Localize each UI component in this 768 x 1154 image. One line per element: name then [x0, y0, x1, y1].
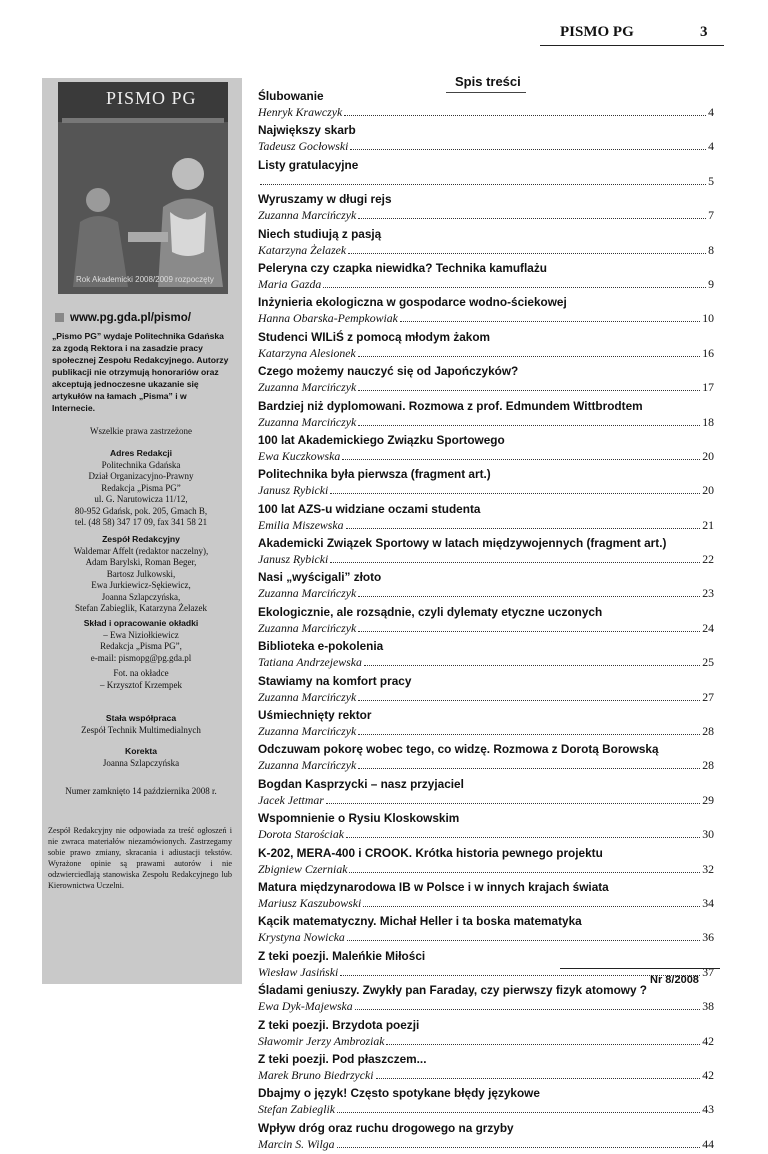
toc-entry-page: 28 [702, 724, 714, 739]
dot-leader [358, 425, 700, 426]
toc-entry-author: Marcin S. Wilga [258, 1136, 335, 1151]
toc-entry-author: Zbigniew Czerniak [258, 861, 348, 876]
toc-entry-line [258, 276, 714, 292]
team-line: Waldemar Affelt (redaktor naczelny), [73, 545, 209, 556]
toc-entry-title: Wspomnienie o Rysiu Kloskowskim [258, 811, 460, 826]
address-line: tel. (48 58) 347 17 09, fax 341 58 21 [74, 517, 208, 527]
dot-leader [386, 1044, 700, 1045]
dot-leader [337, 1147, 701, 1148]
team-line: Bartosz Julkowski, [106, 568, 176, 579]
square-bullet-icon [55, 313, 64, 322]
toc-entry-page: 5 [708, 173, 714, 188]
photo-line: – Krzysztof Krzempek [100, 679, 182, 690]
toc-entry-page: 37 [702, 964, 714, 979]
dot-leader [346, 528, 701, 529]
dot-leader [350, 149, 706, 150]
dot-leader [355, 1009, 701, 1010]
toc-entry-title: Matura międzynarodowa IB w Polsce i w innych krajach świata [258, 879, 609, 894]
dot-leader [358, 596, 700, 597]
toc-entry[interactable] [258, 1120, 714, 1154]
toc-entry-author: Tadeusz Gocłowski [258, 139, 349, 154]
toc-entry-title: Politechnika była pierwsza (fragment art.) [258, 467, 491, 482]
toc-entry-line [258, 207, 714, 223]
toc-entry[interactable] [258, 638, 714, 672]
disclaimer: Zespół Redakcyjny nie odpowiada za treść ogłoszeń i nie zwraca materiałów niezamówionych. Zastrzegamy sobie prawo zmiany, skracania i adiustacji tekstów. Wyrażone opinie są prawami autorów i nie odzwierciedlają stanowiska Zespołu Redakcyjnego lub Kierownictwa Uczelni. [48, 826, 232, 890]
toc-entry-line [258, 757, 714, 773]
toc-entry-author: Maria Gazda [258, 276, 322, 291]
address-heading: Adres Redakcji [109, 448, 173, 458]
toc-entry-author: Zuzanna Marcińczyk [258, 689, 357, 704]
toc-entry-author: Dorota Starościak [258, 827, 344, 842]
toc-entry-author: Zuzanna Marcińczyk [258, 620, 357, 635]
toc-entry-line [258, 998, 714, 1014]
address-line: 80-952 Gdańsk, pok. 205, Gmach B, [74, 505, 208, 516]
toc-entry-page: 36 [702, 930, 714, 945]
toc-entry-page: 18 [702, 414, 714, 429]
toc-entry-page: 20 [702, 448, 714, 463]
layout-heading: Skład i opracowanie okładki [83, 618, 199, 628]
toc-entry-title: Czego możemy nauczyć się od Japończyków? [258, 364, 519, 379]
toc-entry-line [258, 964, 714, 980]
layout-line: – Ewa Niziołkiewicz [103, 629, 179, 640]
toc-entry-author: Ewa Kuczkowska [258, 448, 341, 463]
toc-entry-page: 42 [702, 1067, 714, 1082]
toc-entry[interactable] [258, 535, 714, 569]
toc-entry-title: 100 lat AZS-u widziane oczami studenta [258, 501, 481, 516]
toc-entry-title: Dbajmy o język! Często spotykane błędy językowe [258, 1086, 540, 1101]
toc-title: Spis treści [455, 74, 521, 89]
toc-entry[interactable] [258, 741, 714, 775]
toc-entry[interactable] [258, 948, 714, 982]
team-heading: Zespół Redakcyjny [102, 534, 180, 544]
toc-entry-title: Akademicki Związek Sportowy w latach międzywojennych (fragment art.) [258, 536, 667, 551]
cover-photo-illustration [58, 82, 228, 294]
dot-leader [358, 631, 700, 632]
toc-entry[interactable] [258, 260, 714, 294]
address-line: Redakcja „Pisma PG” [101, 482, 181, 493]
toc-entry-page: 44 [702, 1136, 714, 1151]
toc-entry-title: Bardziej niż dyplomowani. Rozmowa z prof. Edmundem Wittbrodtem [258, 398, 643, 413]
toc-entry-author: Zuzanna Marcińczyk [258, 208, 357, 223]
toc-entry-author: Jacek Jettmar [258, 792, 324, 807]
toc-entry-author: Zuzanna Marcińczyk [258, 380, 357, 395]
toc-entry-page: 9 [708, 276, 714, 291]
toc-entry-author: Katarzyna Żelazek [258, 242, 347, 257]
toc-entry-title: K-202, MERA-400 i CROOK. Krótka historia pewnego projektu [258, 845, 603, 860]
toc-entry[interactable] [258, 879, 714, 913]
toc-entry-title: Z teki poezji. Maleńkie Miłości [258, 948, 426, 963]
toc-entry-page: 22 [702, 552, 714, 567]
dot-leader [376, 1078, 701, 1079]
cover-caption: Rok Akademicki 2008/2009 rozpoczęty [76, 275, 214, 284]
layout-credit-block [46, 618, 236, 664]
dot-leader [348, 253, 706, 254]
toc-entry-line [258, 173, 714, 189]
dot-leader [337, 1112, 700, 1113]
toc-entry-author: Stefan Zabieglik [258, 1102, 335, 1117]
magazine-name: PISMO PG [560, 24, 634, 40]
toc-entry-page: 4 [708, 139, 714, 154]
cooperation-heading: Stała współpraca [105, 713, 177, 723]
editorial-team-block [46, 534, 236, 615]
toc-entry-line [258, 345, 714, 361]
dot-leader [358, 734, 700, 735]
dot-leader [323, 287, 706, 288]
toc-entry-title: Stawiamy na komfort pracy [258, 673, 412, 688]
toc-entry-line [258, 482, 714, 498]
toc-entry-line [258, 585, 714, 601]
toc-entry-page: 38 [702, 999, 714, 1014]
toc-entry-author: Wiesław Jasiński [258, 964, 339, 979]
cooperation-block [46, 713, 236, 736]
toc-entry-title: Uśmiechnięty rektor [258, 708, 372, 723]
team-line: Joanna Szlapczyńska, [101, 591, 181, 602]
toc-entry-line [258, 1101, 714, 1117]
toc-entry-line [258, 654, 714, 670]
page-number: 3 [700, 24, 708, 40]
toc-entry-author: Emilia Miszewska [258, 517, 344, 532]
dot-leader [358, 768, 700, 769]
dot-leader [326, 803, 700, 804]
toc-entry-author: Zuzanna Marcińczyk [258, 414, 357, 429]
team-line: Adam Barylski, Roman Beger, [85, 557, 197, 567]
dot-leader [342, 459, 700, 460]
toc-entry-title: Peleryna czy czapka niewidka? Technika kamuflażu [258, 260, 547, 275]
toc-entry[interactable] [258, 226, 714, 260]
photo-credit-block [46, 668, 236, 691]
toc-entry-title: Studenci WILiŚ z pomocą młodym żakom [258, 329, 491, 344]
toc-entry-line [258, 1136, 714, 1152]
toc-entry-line [258, 138, 714, 154]
toc-entry-author: Hanna Obarska-Pempkowiak [258, 311, 398, 326]
toc-entry[interactable] [258, 88, 714, 122]
toc-entry-line [258, 620, 714, 636]
toc-entry-line [258, 1033, 714, 1049]
closing-date: Numer zamknięto 14 października 2008 r. [65, 786, 217, 796]
toc-entry-line [258, 929, 714, 945]
dot-leader [358, 356, 700, 357]
toc-entry-author: Zuzanna Marcińczyk [258, 586, 357, 601]
toc-entry-page: 24 [702, 620, 714, 635]
toc-entry-author: Zuzanna Marcińczyk [258, 758, 357, 773]
layout-line: e-mail: pismopg@pg.gda.pl [90, 652, 192, 663]
footer-rule [560, 968, 720, 969]
dot-leader [347, 940, 700, 941]
address-line: Politechnika Gdańska [101, 459, 181, 470]
toc-entry-page: 30 [702, 827, 714, 842]
toc-entry-author: Janusz Rybicki [258, 483, 329, 498]
toc-entry-line [258, 826, 714, 842]
toc-entry-page: 34 [702, 895, 714, 910]
dot-leader [340, 975, 700, 976]
toc-entry-page: 43 [702, 1102, 714, 1117]
toc-entry-line [258, 1067, 714, 1083]
toc-entry-line [258, 723, 714, 739]
toc-entry-line [258, 414, 714, 430]
toc-entry-line [258, 551, 714, 567]
toc-entry-title: Śladami geniuszy. Zwykły pan Faraday, czy pierwszy fizyk atomowy ? [258, 983, 647, 998]
toc-entry-line [258, 379, 714, 395]
toc-entry-line [258, 310, 714, 326]
proofreading-line: Joanna Szlapczyńska [102, 757, 180, 768]
toc-entry[interactable] [258, 982, 714, 1016]
rights-notice: Wszelkie prawa zastrzeżone [90, 426, 192, 436]
toc-entry-author: Janusz Rybicki [258, 552, 329, 567]
toc-entry-line [258, 861, 714, 877]
toc-entry[interactable] [258, 501, 714, 535]
toc-entry-line [258, 689, 714, 705]
proofreading-heading: Korekta [125, 746, 157, 756]
dot-leader [330, 562, 700, 563]
cover-strip [62, 118, 224, 123]
toc-entry[interactable] [258, 1085, 714, 1119]
toc-entry-line [258, 242, 714, 258]
toc-entry-page: 7 [708, 208, 714, 223]
toc-entry-line [258, 895, 714, 911]
toc-entry-page: 27 [702, 689, 714, 704]
toc-entry[interactable] [258, 122, 714, 156]
dot-leader [400, 321, 700, 322]
toc-entry[interactable] [258, 707, 714, 741]
layout-line: Redakcja „Pisma PG”, [100, 641, 182, 651]
toc-entry-author: Mariusz Kaszubowski [258, 895, 362, 910]
team-line: Stefan Zabieglik, Katarzyna Żelazek [75, 603, 207, 613]
toc-entry[interactable] [258, 294, 714, 328]
toc-entry-author: Ewa Dyk-Majewska [258, 999, 353, 1014]
dot-leader [358, 390, 700, 391]
toc-entry-page: 4 [708, 105, 714, 119]
cooperation-line: Zespół Technik Multimedialnych [81, 724, 201, 735]
toc-entry[interactable] [258, 1017, 714, 1051]
toc-entry-page: 25 [702, 655, 714, 670]
toc-entry[interactable] [258, 157, 714, 191]
team-line: Ewa Jurkiewicz-Sękiewicz, [91, 580, 191, 590]
toc-entry-line [258, 517, 714, 533]
dot-leader [364, 665, 700, 666]
toc-entry[interactable] [258, 673, 714, 707]
toc-entry-author: Tatiana Andrzejewska [258, 655, 362, 670]
toc-entry[interactable] [258, 363, 714, 397]
toc-entry-title: Z teki poezji. Brzydota poezji [258, 1017, 420, 1032]
toc-entry[interactable] [258, 466, 714, 500]
toc-entry-title: Wyruszamy w długi rejs [258, 192, 392, 207]
toc-entry-title: Listy gratulacyjne [258, 157, 359, 172]
toc-entry[interactable] [258, 432, 714, 466]
toc-entry[interactable] [258, 398, 714, 432]
toc-entry-title: Ślubowanie [258, 89, 324, 103]
toc-entry-author: Marek Bruno Biedrzycki [258, 1067, 374, 1082]
toc-entry-line [258, 104, 714, 120]
address-line: Dział Organizacyjno-Prawny [88, 471, 194, 481]
toc-entry[interactable] [258, 845, 714, 879]
publisher-note: „Pismo PG” wydaje Politechnika Gdańska za zgodą Rektora i na zasadzie pracy społecznej Zespołu Redakcyjnego. Autorzy publikacji nie otrzymują honorariów oraz akceptują jednoczesne ukazanie się artykułów na łamach „Pisma” i w Internecie. [52, 331, 229, 413]
website-url[interactable]: www.pg.gda.pl/pismo/ [70, 312, 191, 324]
toc-entry-page: 20 [702, 483, 714, 498]
toc-entry[interactable] [258, 776, 714, 810]
toc-entry-page: 42 [702, 1033, 714, 1048]
toc-entry[interactable] [258, 569, 714, 603]
toc-entry[interactable] [258, 604, 714, 638]
address-line: ul. G. Narutowicza 11/12, [94, 494, 188, 504]
dot-leader [358, 218, 706, 219]
toc-entry-page: 32 [702, 861, 714, 876]
toc-entry-page: 8 [708, 242, 714, 257]
toc-entry-author: Katarzyna Alesionek [258, 345, 356, 360]
toc-entry-title: Z teki poezji. Pod płaszczem... [258, 1051, 427, 1066]
toc-entry-title: Nasi „wyścigali” złoto [258, 570, 382, 585]
toc-entry-page: 28 [702, 758, 714, 773]
dot-leader [260, 184, 706, 185]
toc-entry-author: Henryk Krawczyk [258, 105, 343, 119]
toc-entry-author: Sławomir Jerzy Ambroziak [258, 1033, 385, 1048]
website-link[interactable] [55, 312, 191, 324]
cover-brand: PISMO PG [106, 88, 197, 108]
toc-entry-page: 23 [702, 586, 714, 601]
dot-leader [363, 906, 700, 907]
toc-entry-title: Niech studiują z pasją [258, 226, 382, 241]
toc-entry-title: Największy skarb [258, 123, 356, 138]
issue-number: Nr 8/2008 [650, 974, 699, 986]
cover-image [58, 82, 228, 294]
toc-entry[interactable] [258, 191, 714, 225]
toc-entry[interactable] [258, 1051, 714, 1085]
toc-entry-page: 29 [702, 792, 714, 807]
toc-entry-title: Kącik matematyczny. Michał Heller i ta boska matematyka [258, 914, 582, 929]
dot-leader [344, 115, 706, 116]
photo-line: Fot. na okładce [113, 668, 169, 678]
toc-entry-title: Odczuwam pokorę wobec tego, co widzę. Rozmowa z Dorotą Borowską [258, 742, 659, 757]
toc-entry-page: 21 [702, 517, 714, 532]
dot-leader [330, 493, 700, 494]
toc-entry-page: 16 [702, 345, 714, 360]
toc-entry[interactable] [258, 810, 714, 844]
dot-leader [349, 872, 700, 873]
toc-entry-title: Biblioteka e-pokolenia [258, 639, 384, 654]
toc-entry[interactable] [258, 329, 714, 363]
toc-entry-page: 17 [702, 380, 714, 395]
address-block [46, 448, 236, 529]
toc-entry-title: Bogdan Kasprzycki – nasz przyjaciel [258, 776, 464, 791]
toc-entry-author: Zuzanna Marcińczyk [258, 724, 357, 739]
toc-entry-line [258, 448, 714, 464]
toc-entry-line [258, 792, 714, 808]
toc-entry-title: Ekologicznie, ale rozsądnie, czyli dylematy etyczne uczonych [258, 604, 603, 619]
toc-entry[interactable] [258, 913, 714, 947]
toc-entry-title: Inżynieria ekologiczna w gospodarce wodno-ściekowej [258, 295, 567, 310]
table-of-contents [258, 88, 714, 1154]
dot-leader [358, 700, 700, 701]
toc-entry-title: 100 lat Akademickiego Związku Sportowego [258, 432, 505, 447]
dot-leader [346, 837, 700, 838]
toc-entry-page: 10 [702, 311, 714, 326]
proofreading-block [46, 746, 236, 769]
toc-entry-title: Wpływ dróg oraz ruchu drogowego na grzyby [258, 1120, 514, 1135]
header-rule [540, 45, 724, 46]
toc-entry-author: Krystyna Nowicka [258, 930, 345, 945]
